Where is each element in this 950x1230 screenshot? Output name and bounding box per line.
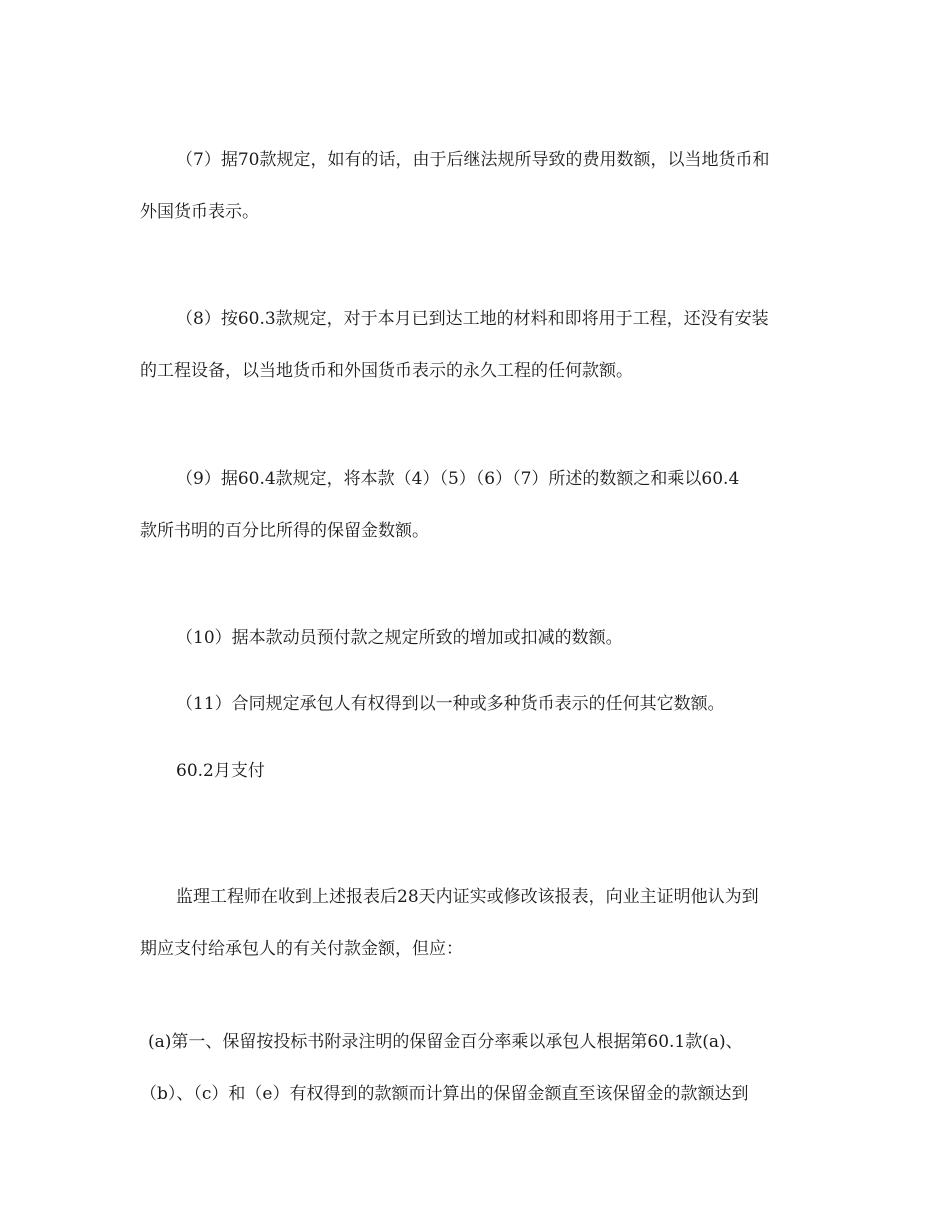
paragraph-line: 的工程设备，以当地货币和外国货币表示的永久工程的任何款额。 [140,361,633,381]
paragraph-line: (a)第一、保留按投标书附录注明的保留金百分率乘以承包人根据第60.1款(a)、 [148,1032,743,1052]
paragraph-item-10 [140,612,820,664]
paragraph-item-9 [140,453,820,557]
paragraph-line: 监理工程师在收到上述报表后28天内证实或修改该报表，向业主证明他认为到 [176,887,759,907]
paragraph-line: 外国货币表示。 [140,202,259,222]
paragraph-line: （10）据本款动员预付款之规定所致的增加或扣减的数额。 [176,628,623,648]
paragraph-line: 期应支付给承包人的有关付款金额，但应： [140,939,463,959]
section-heading-60-2 [140,745,820,797]
section-heading-text: 60.2月支付 [176,761,265,781]
paragraph-item-11 [140,678,820,730]
paragraph-engineer-certify [140,871,820,975]
paragraph-line: （b）、（c）和（e）有权得到的款额而计算出的保留金额直至该保留金的款额达到 [140,1084,749,1104]
paragraph-line: （11）合同规定承包人有权得到以一种或多种货币表示的任何其它数额。 [176,694,725,714]
paragraph-item-8 [140,293,820,397]
paragraph-line: 款所书明的百分比所得的保留金数额。 [140,521,429,541]
paragraph-line: （9）据60.4款规定，将本款（4）（5）（6）（7）所述的数额之和乘以60.4 [176,469,740,489]
paragraph-line: （8）按60.3款规定，对于本月已到达工地的材料和即将用于工程，还没有安装 [176,309,769,329]
paragraph-item-7 [140,134,820,238]
paragraph-line: （7）据70款规定，如有的话，由于后继法规所导致的费用数额，以当地货币和 [176,150,770,170]
paragraph-item-a [140,1016,820,1120]
